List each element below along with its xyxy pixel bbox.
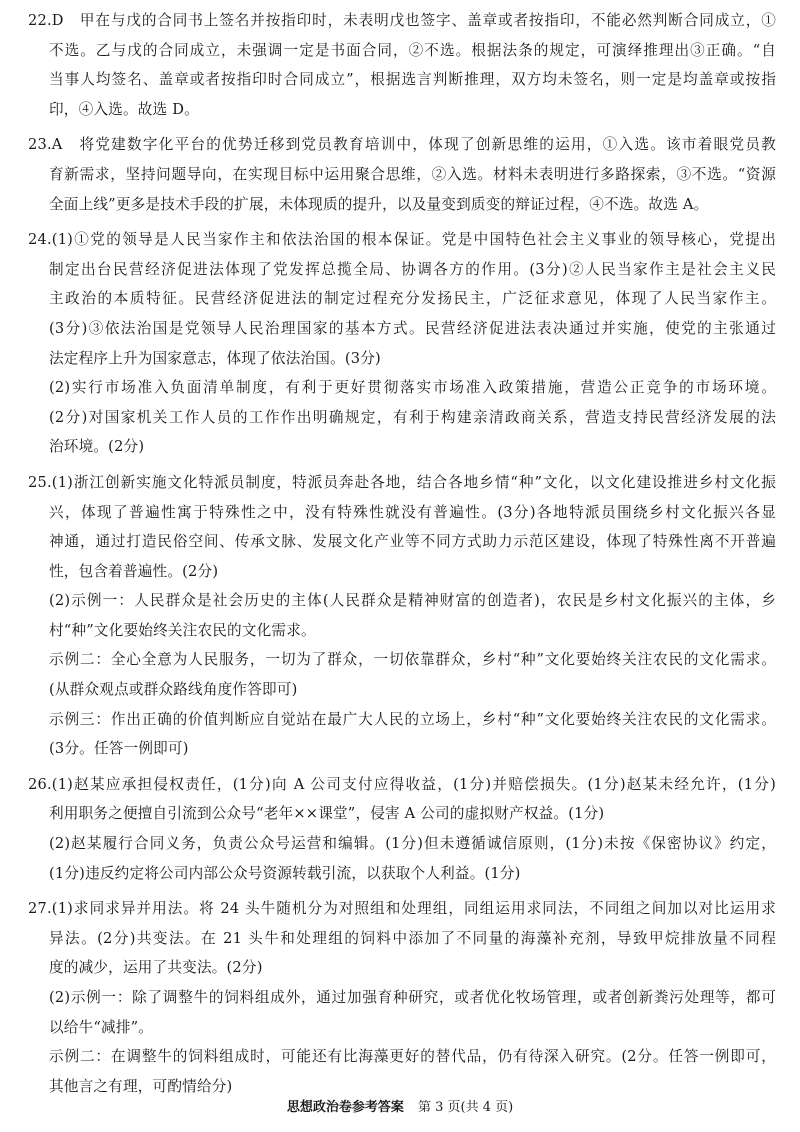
answer-line: 全面上线”更多是技术手段的扩展，未体现质的提升，以及量变到质变的辩证过程，④不选。故选 A。 xyxy=(49,195,709,213)
answer-line: (2)示例一：除了调整牛的饲料组成外，通过加强育种研究，或者优化牧场管理，或者创新粪污处理等，都可 xyxy=(49,989,776,1006)
answer-line: (2)示例一：人民群众是社会历史的主体(人民群众是精神财富的创造者)，农民是乡村文化振兴的主体，乡 xyxy=(49,592,776,610)
answer-line: (2分)对国家机关工作人员的工作作出明确规定，有利于构建亲清政商关系，营造支持民营经济发展的法 xyxy=(49,408,776,426)
answer-line: 当事人均签名、盖章或者按指印时合同成立”，根据选言判断推理，双方均未签名，则一定是均盖章或按指 xyxy=(49,71,776,89)
answer-line: 村“种”文化要始终关注农民的文化需求。 xyxy=(49,621,316,639)
answer-item-25 xyxy=(28,468,776,764)
answer-line: 法定程序上升为国家意志，体现了依法治国。(3分) xyxy=(49,349,381,367)
answer-item-27 xyxy=(28,894,776,1101)
answer-line: 利用职务之便擅自引流到公众号“老年××课堂”，侵害 A 公司的虚拟财产权益。(1分) xyxy=(49,805,605,823)
answer-line: 神通，通过打造民俗空间、传承文脉、发展文化产业等不同方式助力示范区建设，体现了特殊性离不开普遍 xyxy=(49,533,776,551)
answer-line: 性，包含着普遍性。(2分) xyxy=(49,562,219,580)
answer-line: 23.A 将党建数字化平台的优势迁移到党员教育培训中，体现了创新思维的运用，①入选。该市着眼党员教 xyxy=(28,136,776,154)
answer-line: 异法。(2分)共变法。在 21 头牛和处理组的饲料中添加了不同量的海藻补充剂，导致甲烷排放量不同程 xyxy=(49,929,776,947)
page-footer xyxy=(0,1098,800,1118)
answer-item-26 xyxy=(28,770,776,888)
footer-title: 思想政治卷参考答案 xyxy=(286,1100,404,1115)
answer-line: 不选。乙与戊的合同成立，未强调一定是书面合同，②不选。根据法条的规定，可演绎推理出③正确。“自 xyxy=(49,41,776,59)
answer-item-23 xyxy=(28,130,776,219)
answer-line: (3分。任答一例即可) xyxy=(49,740,189,758)
answer-line: 治环境。(2分) xyxy=(49,438,145,456)
answer-line: 其他言之有理，可酌情给分) xyxy=(49,1077,233,1095)
answer-line: 主政治的本质特征。民营经济促进法的制定过程充分发扬民主，广泛征求意见，体现了人民当家作主。 xyxy=(49,290,776,308)
answer-line: (2)赵某履行合同义务，负责公众号运营和编辑。(1分)但未遵循诚信原则，(1分)未按《保密协议》约定， xyxy=(49,835,776,853)
answer-line: 度的减少，运用了共变法。(2分) xyxy=(49,959,263,977)
answer-line: 26.(1)赵某应承担侵权责任，(1分)向 A 公司支付应得收益，(1分)并赔偿损失。(1分)赵某未经允许，(1分) xyxy=(28,775,776,793)
answer-item-24 xyxy=(28,225,776,462)
answer-line: 育新需求，坚持问题导向，在实现目标中运用聚合思维，②入选。材料未表明进行多路探索，③不选。“资源 xyxy=(49,165,776,183)
answer-line: 25.(1)浙江创新实施文化特派员制度，特派员奔赴各地，结合各地乡情“种”文化，以文化建设推进乡村文化振 xyxy=(28,473,776,491)
answer-line: (从群众观点或群众路线角度作答即可) xyxy=(49,681,298,699)
answer-line: (3分)③依法治国是党领导人民治理国家的基本方式。民营经济促进法表决通过并实施，使党的主张通过 xyxy=(49,319,776,337)
answer-line: 示例三：作出正确的价值判断应自觉站在最广大人民的立场上，乡村“种”文化要始终关注农民的文化需求。 xyxy=(49,710,776,728)
answer-line: (2)实行市场准入负面清单制度，有利于更好贯彻落实市场准入政策措施，营造公正竞争的市场环境。 xyxy=(49,379,776,397)
answer-line: 示例二：在调整牛的饲料组成时，可能还有比海藻更好的替代品，仍有待深入研究。(2分。任答一例即可， xyxy=(49,1048,776,1066)
answer-line: 示例二：全心全意为人民服务，一切为了群众，一切依靠群众，乡村“种”文化要始终关注农民的文化需求。 xyxy=(49,651,776,669)
answer-item-22 xyxy=(28,6,776,124)
answer-page xyxy=(28,6,776,1101)
answer-line: 制定出台民营经济促进法体现了党发挥总揽全局、协调各方的作用。(3分)②人民当家作主是社会主义民 xyxy=(49,260,776,278)
answer-line: 印，④入选。故选 D。 xyxy=(49,100,199,118)
answer-line: 兴，体现了普遍性寓于特殊性之中，没有特殊性就没有普遍性。(3分)各地特派员围绕乡村文化振兴各显 xyxy=(49,503,776,521)
answer-line: 22.D 甲在与戊的合同书上签名并按指印时，未表明戊也签字、盖章或者按指印，不能必然判断合同成立，① xyxy=(28,12,776,29)
footer-page-number: 第 3 页(共 4 页) xyxy=(417,1100,514,1115)
answer-line: 24.(1)①党的领导是人民当家作主和依法治国的根本保证。党是中国特色社会主义事业的领导核心，党提出 xyxy=(28,231,776,249)
answer-line: 27.(1)求同求异并用法。将 24 头牛随机分为对照组和处理组，同组运用求同法，不同组之间加以对比运用求 xyxy=(28,900,776,918)
answer-line: (1分)违反约定将公司内部公众号资源转载引流，以获取个人利益。(1分) xyxy=(49,864,521,882)
answer-line: 以给牛“减排”。 xyxy=(49,1018,154,1036)
